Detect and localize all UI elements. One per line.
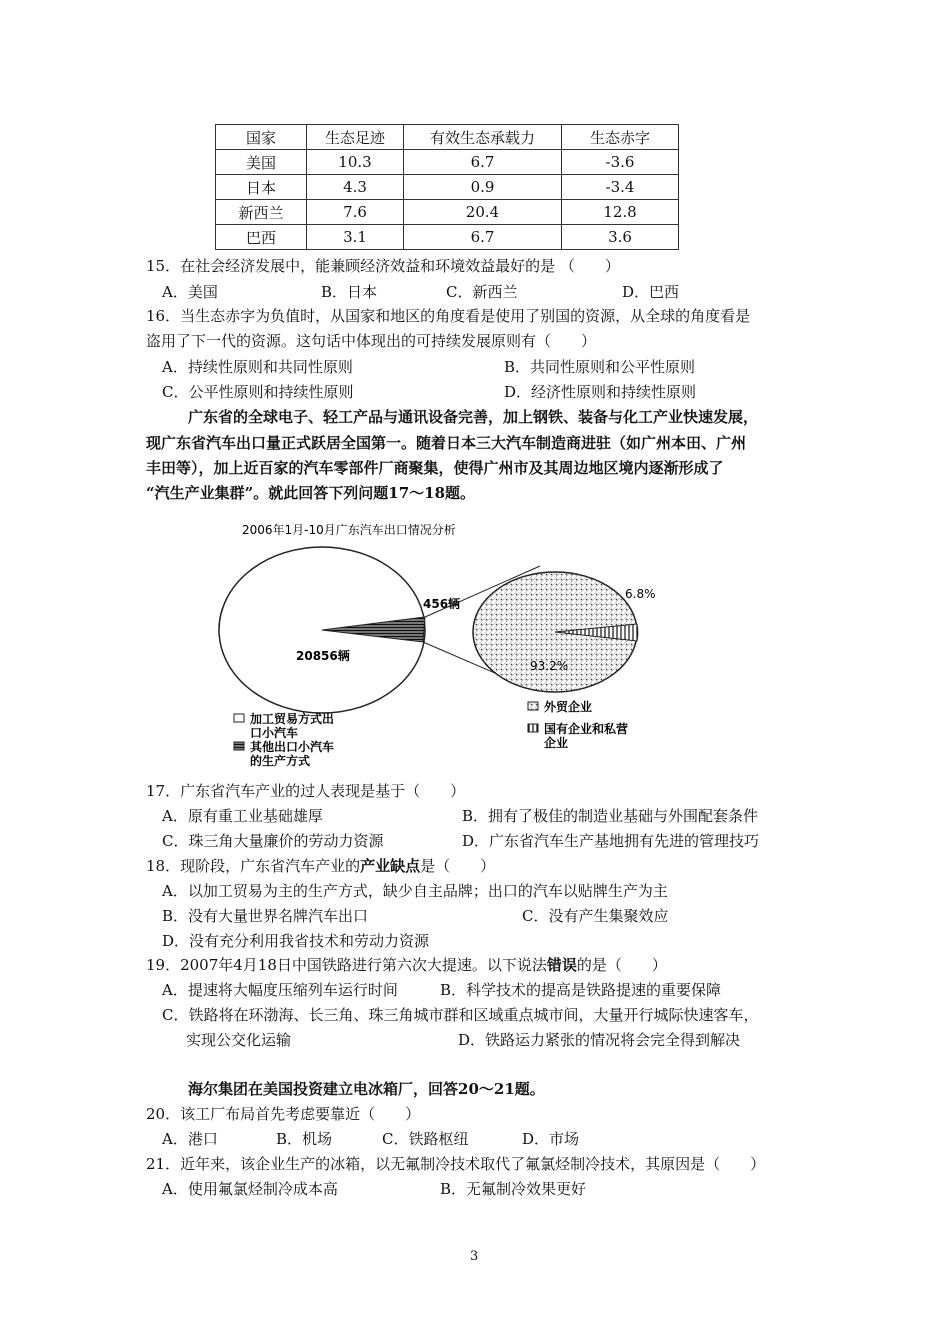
question-18-stem-post: 是（ ） [420, 857, 496, 875]
option-18-c: C．没有产生集聚效应 [522, 907, 669, 925]
option-19-c: C．铁路将在环渤海、长三角、珠三角城市群和区域重点城市间，大量开行城际快速客车， [162, 1006, 759, 1024]
option-20-a: A．港口 [162, 1130, 218, 1148]
table-header-cell: 生态赤字 [562, 125, 679, 150]
question-20-stem: 20．该工厂布局首先考虑要靠近（ ） [146, 1105, 421, 1123]
table-cell: -3.4 [562, 175, 679, 200]
question-19-emphasis: 错误 [546, 956, 577, 974]
option-19-a: A．提速将大幅度压缩列车运行时间 [162, 981, 398, 999]
passage-1-line: 现广东省汽车出口量正式跃居全国第一。随着日本三大汽车制造商进驻（如广州本田、广州 [146, 434, 747, 452]
legend-text: 加工贸易方式出 [250, 712, 335, 726]
slice-label-6-8: 6.8% [625, 587, 656, 601]
table-cell: 0.9 [404, 175, 562, 200]
passage-1-line: 广东省的全球电子、轻工产品与通讯设备完善，加上钢铁、装备与化工产业快速发展， [188, 408, 759, 426]
option-15-d: D．巴西 [622, 283, 680, 301]
legend-text: 的生产方式 [250, 754, 311, 768]
slice-label-93-2: 93.2% [530, 659, 569, 673]
option-20-b: B．机场 [276, 1130, 333, 1148]
option-19-d: D．铁路运力紧张的情况将会完全得到解决 [458, 1031, 741, 1049]
question-15-stem: 15．在社会经济发展中，能兼顾经济效益和环境效益最好的是 （ ） [146, 257, 620, 275]
legend-swatch-other [234, 742, 244, 750]
slice-label-456: 456辆 [423, 597, 461, 611]
legend-text: 口小汽车 [250, 726, 299, 740]
option-20-d: D．市场 [522, 1130, 580, 1148]
option-16-c: C．公平性原则和持续性原则 [162, 383, 354, 401]
table-row [216, 225, 679, 250]
option-15-c: C．新西兰 [446, 283, 518, 301]
table-row [216, 175, 679, 200]
option-16-d: D．经济性原则和持续性原则 [504, 383, 697, 401]
table-cell: 10.3 [307, 150, 404, 175]
option-19-c-cont: 实现公交化运输 [186, 1031, 292, 1049]
table-row [216, 150, 679, 175]
passage-1-line: 丰田等），加上近百家的汽车零部件厂商聚集，使得广州市及其周边地区境内逐渐形成了 [146, 459, 724, 477]
option-17-d: D．广东省汽车生产基地拥有先进的管理技巧 [462, 832, 760, 850]
question-16-stem-cont: 盗用了下一代的资源。这句话中体现出的可持续发展原则有（ ） [146, 332, 597, 350]
option-15-b: B．日本 [321, 283, 378, 301]
legend-text: 其他出口小汽车 [250, 740, 335, 754]
table-cell: 巴西 [216, 225, 307, 250]
passage-2: 海尔集团在美国投资建立电冰箱厂，回答20～21题。 [188, 1080, 545, 1098]
option-20-c: C．铁路枢纽 [382, 1130, 469, 1148]
option-16-a: A．持续性原则和共同性原则 [162, 358, 353, 376]
passage-1-line: “汽生产业集群”。就此回答下列问题17～18题。 [146, 484, 476, 502]
table-cell: 6.7 [404, 225, 562, 250]
table-cell: 20.4 [404, 200, 562, 225]
table-header-cell: 国家 [216, 125, 307, 150]
question-18-stem-pre: 18．现阶段，广东省汽车产业的 [146, 857, 361, 875]
legend-swatch-state [528, 724, 538, 732]
slice-label-20856: 20856辆 [296, 649, 350, 663]
legend-swatch-processing [234, 714, 244, 722]
option-17-a: A．原有重工业基础雄厚 [162, 807, 323, 825]
page-number: 3 [470, 1249, 479, 1264]
legend-text: 国有企业和私营 [544, 722, 629, 736]
option-15-a: A．美国 [162, 283, 218, 301]
chart-title: 2006年1月-10月广东汽车出口情况分析 [242, 523, 456, 537]
table-cell: 4.3 [307, 175, 404, 200]
question-19-stem-pre: 19．2007年4月18日中国铁路进行第六次大提速。以下说法 [146, 956, 547, 974]
question-19-stem [146, 954, 667, 975]
question-21-stem: 21．近年来，该企业生产的冰箱，以无氟制冷技术取代了氟氯烃制冷技术，其原因是（ ） [146, 1155, 766, 1173]
table-cell: 3.1 [307, 225, 404, 250]
option-21-a: A．使用氟氯烃制冷成本高 [162, 1180, 338, 1198]
table-cell: 日本 [216, 175, 307, 200]
option-21-b: B．无氟制冷效果更好 [440, 1180, 587, 1198]
option-17-c: C．珠三角大量廉价的劳动力资源 [162, 832, 384, 850]
option-19-b: B．科学技术的提高是铁路提速的重要保障 [440, 981, 722, 999]
table-header-cell: 有效生态承载力 [404, 125, 562, 150]
option-18-d: D．没有充分利用我省技术和劳动力资源 [162, 932, 430, 950]
table-header-row [216, 125, 679, 150]
question-17-stem: 17．广东省汽车产业的过人表现是基于（ ） [146, 782, 466, 800]
table-cell: 新西兰 [216, 200, 307, 225]
export-pie-chart [200, 518, 700, 768]
option-17-b: B．拥有了极佳的制造业基础与外围配套条件 [462, 807, 759, 825]
table-cell: 12.8 [562, 200, 679, 225]
legend-text: 外贸企业 [544, 700, 593, 714]
legend-swatch-foreign [528, 702, 538, 710]
question-19-stem-post: 的是（ ） [576, 956, 667, 974]
option-18-b: B．没有大量世界名牌汽车出口 [162, 907, 369, 925]
question-18-emphasis: 产业缺点 [360, 857, 421, 875]
legend-text: 企业 [544, 736, 569, 750]
option-18-a: A．以加工贸易为主的生产方式，缺少自主品牌；出口的汽车以贴牌生产为主 [162, 882, 668, 900]
table-header-cell: 生态足迹 [307, 125, 404, 150]
table-row [216, 200, 679, 225]
table-cell: -3.6 [562, 150, 679, 175]
table-cell: 3.6 [562, 225, 679, 250]
eco-table [215, 124, 679, 250]
question-18-stem [146, 855, 495, 876]
table-cell: 美国 [216, 150, 307, 175]
table-cell: 6.7 [404, 150, 562, 175]
question-16-stem: 16．当生态赤字为负值时，从国家和地区的角度看是使用了别国的资源，从全球的角度看是 [146, 307, 751, 325]
option-16-b: B．共同性原则和公平性原则 [504, 358, 696, 376]
table-cell: 7.6 [307, 200, 404, 225]
